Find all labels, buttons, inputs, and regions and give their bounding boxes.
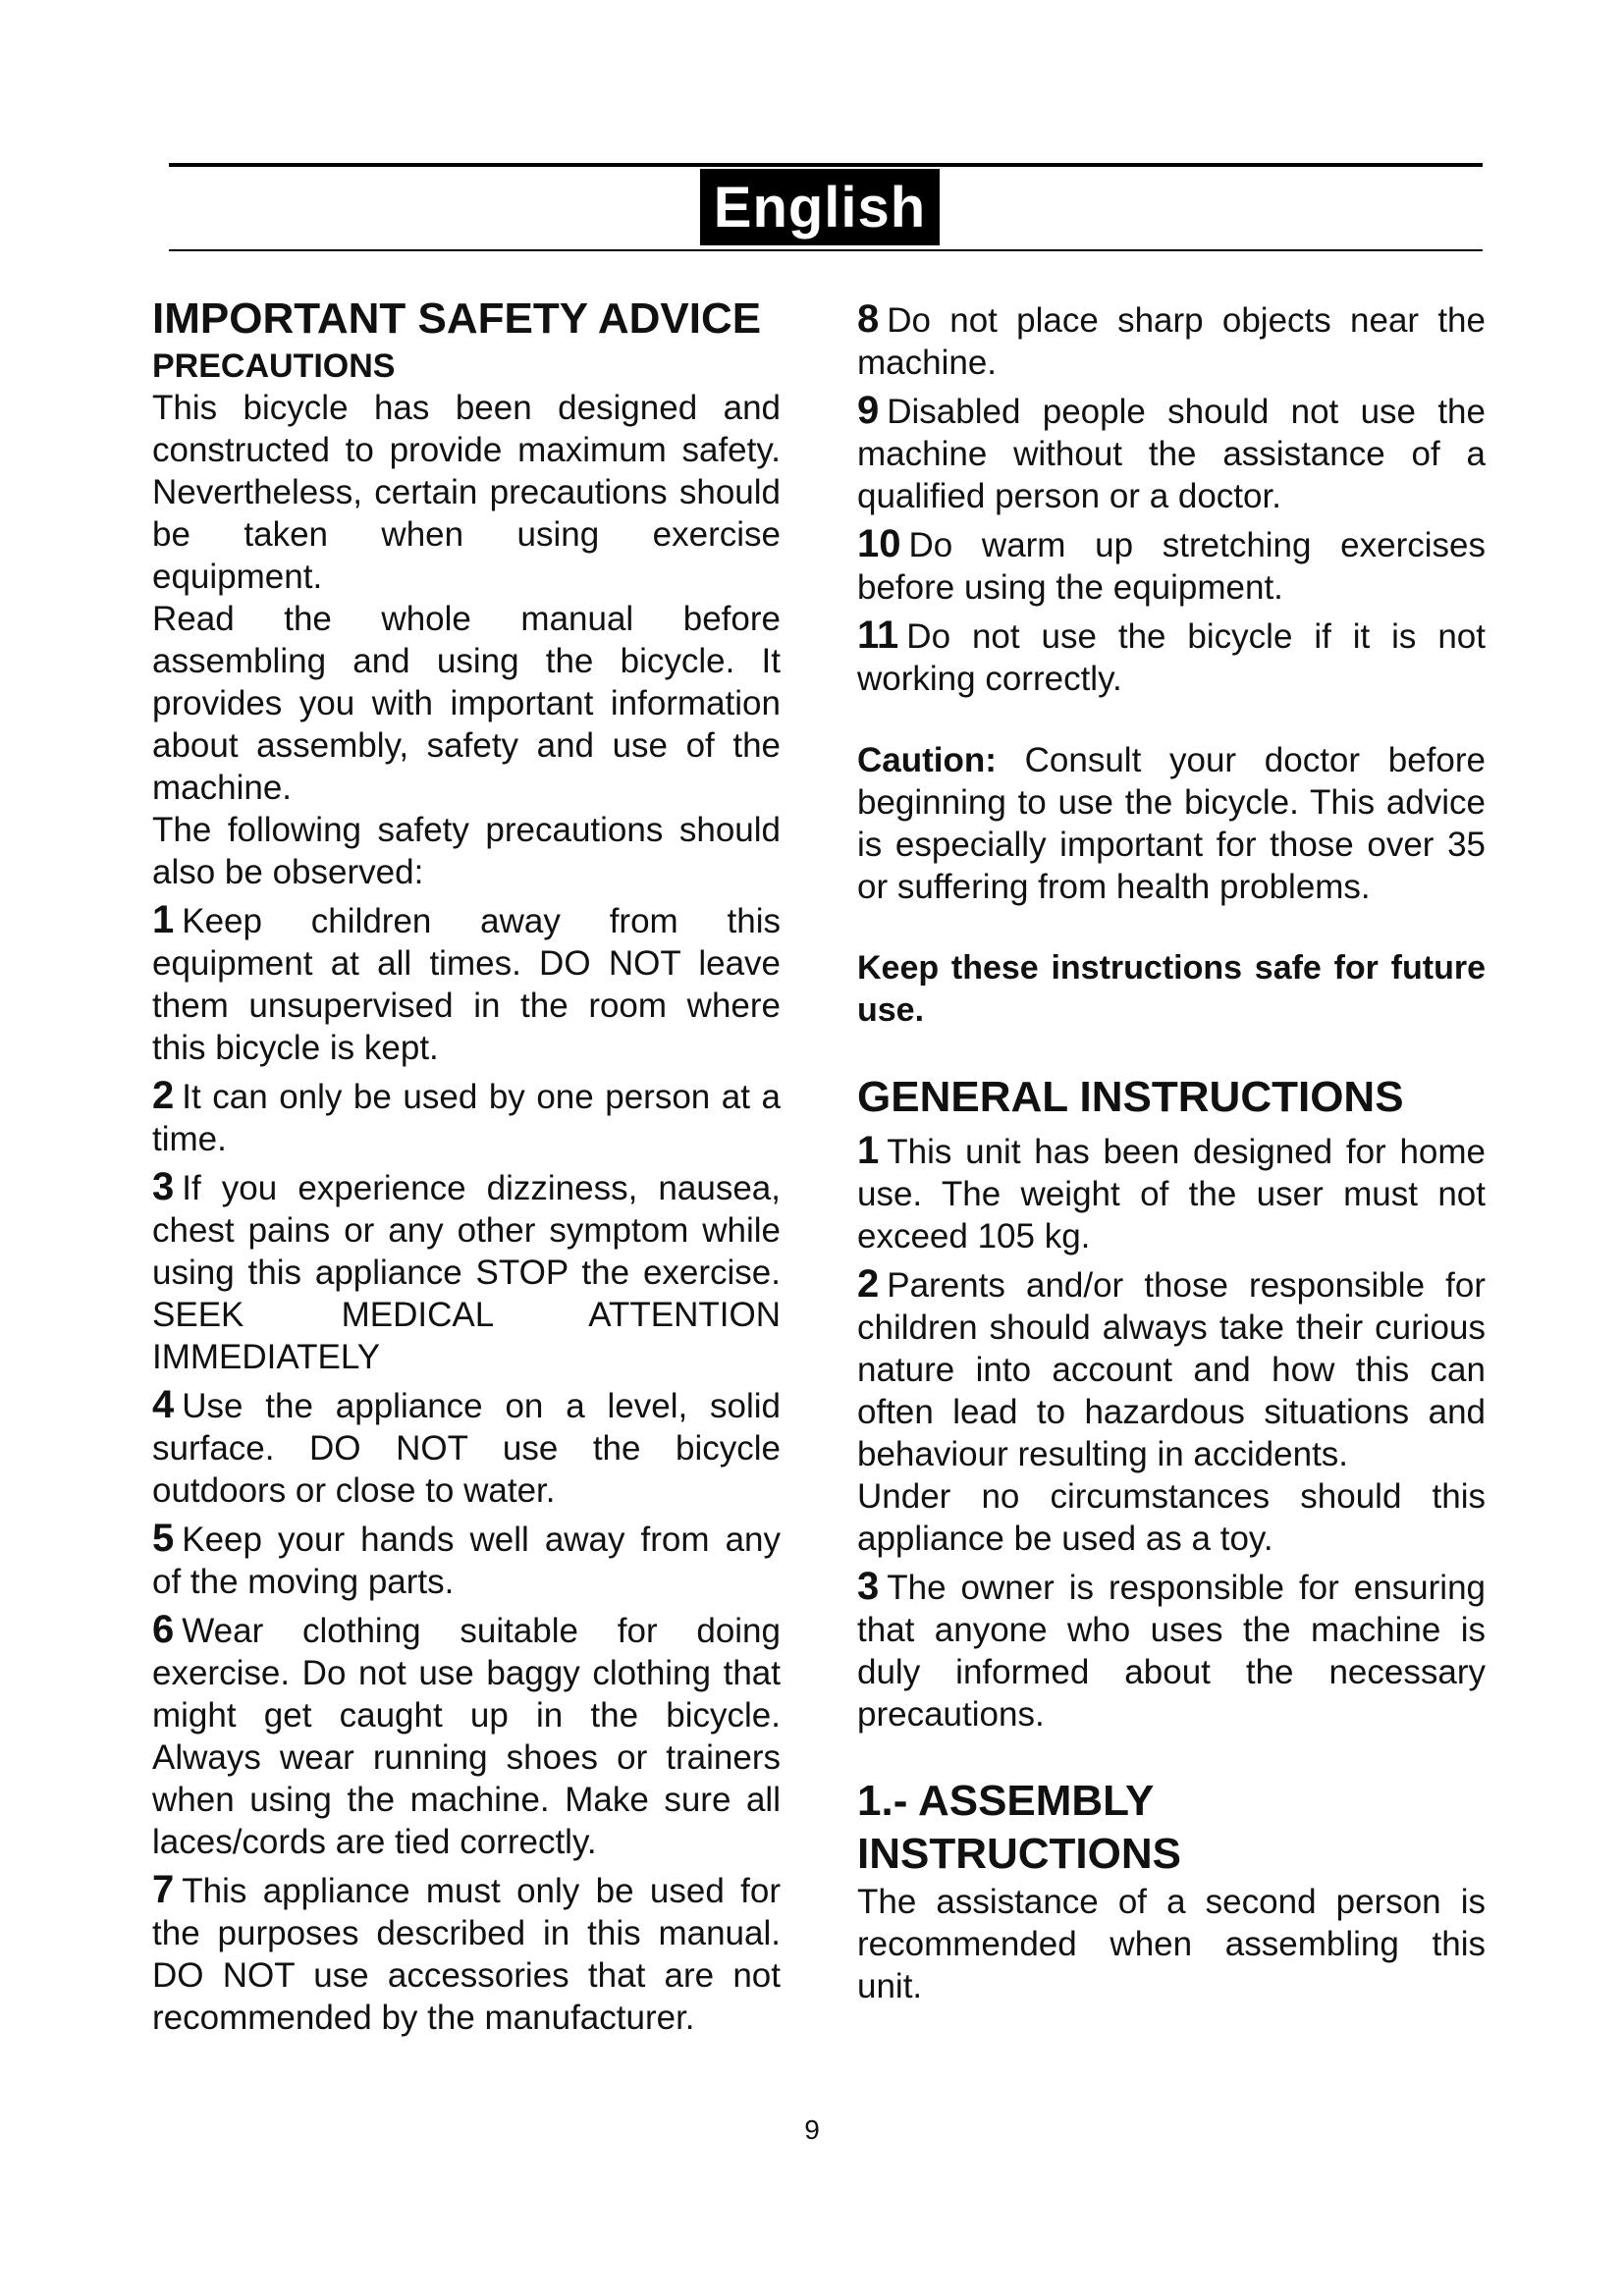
precaution-item (857, 614, 1486, 700)
precaution-item (152, 1384, 781, 1512)
item-text: This unit has been designed for home use. The weight of the user must not exceed 105 kg. (857, 1133, 1486, 1255)
precaution-item (152, 1166, 781, 1378)
item-text: Do not use the bicycle if it is not working correctly. (857, 617, 1486, 698)
left-column (152, 293, 781, 2039)
item-number: 7 (152, 1868, 175, 1911)
intro-paragraph: The following safety precautions should also be observed: (152, 811, 781, 891)
item-text: If you experience dizziness, nausea, chest pains or any other symptom while using this appliance STOP the exercise. SEEK MEDICAL ATTENTION IMMEDIATELY (152, 1169, 781, 1376)
right-column (857, 293, 1486, 2007)
item-number: 1 (857, 1129, 880, 1172)
instruction-item (857, 1130, 1486, 1257)
item-number: 2 (857, 1262, 880, 1306)
item-number: 11 (857, 614, 899, 657)
precaution-item (857, 298, 1486, 384)
language-badge: English (700, 169, 940, 245)
item-text: Do not place sharp objects near the machine. (857, 301, 1486, 382)
item-number: 9 (857, 389, 880, 432)
item-text: Parents and/or those responsible for children should always take their curious nature into account and how this can often lead to hazardous situations and behaviour resulting in accidents. (857, 1266, 1486, 1473)
item-text: Disabled people should not use the machine without the assistance of a qualified person or a doctor. (857, 393, 1486, 515)
item-number: 4 (152, 1383, 175, 1426)
item-number: 5 (152, 1517, 175, 1560)
item-text: Wear clothing suitable for doing exercise. Do not use baggy clothing that might get caught up in the bicycle. Always wear running shoes or trainers when using the machine. Make sure all laces/cords are tied correctly. (152, 1612, 781, 1861)
item-text: The owner is responsible for ensuring that anyone who uses the machine is duly informed about the necessary precautions. (857, 1569, 1486, 1734)
precaution-item (857, 390, 1486, 517)
item-text: This appliance must only be used for the purposes described in this manual. DO NOT use accessories that are not recommended by the manufacturer. (152, 1872, 781, 2037)
caution-paragraph (857, 739, 1486, 908)
header-bottom-rule (169, 249, 1483, 251)
item-text: Use the appliance on a level, solid surface. DO NOT use the bicycle outdoors or close to water. (152, 1387, 781, 1510)
item-number: 6 (152, 1608, 175, 1651)
assembly-instructions-title: 1.- ASSEMBLY INSTRUCTIONS (857, 1777, 1181, 1878)
item-number: 2 (152, 1074, 175, 1117)
item-number: 8 (857, 297, 880, 341)
item-number: 10 (857, 522, 901, 565)
item-number: 3 (857, 1565, 880, 1608)
item-text: It can only be used by one person at a time. (152, 1078, 781, 1158)
keep-instructions-note: Keep these instructions safe for future use. (857, 949, 1486, 1029)
item-text: Keep children away from this equipment at all times. DO NOT leave them unsupervised in the room where this bicycle is kept. (152, 902, 781, 1067)
item-text: Keep your hands well away from any of the moving parts. (152, 1521, 781, 1601)
instruction-item (857, 1263, 1486, 1475)
intro-paragraph: Read the whole manual before assembling and using the bicycle. It provides you with important information about assembly, safety and use of the machine. (152, 600, 781, 807)
page-number: 9 (804, 2114, 820, 2145)
precaution-item (152, 899, 781, 1069)
instruction-item (857, 1566, 1486, 1735)
intro-paragraph: This bicycle has been designed and constructed to provide maximum safety. Nevertheless, certain precautions should be taken when using exercise equipment. (152, 389, 781, 596)
item-number: 1 (152, 898, 175, 941)
precaution-item (152, 1518, 781, 1603)
precaution-item (152, 1609, 781, 1863)
item-number: 3 (152, 1165, 175, 1208)
caution-label: Caution: (857, 741, 997, 779)
safety-advice-title: IMPORTANT SAFETY ADVICE (152, 294, 762, 343)
item-text: Do warm up stretching exercises before using the equipment. (857, 526, 1486, 607)
toy-warning: Under no circumstances should this appliance be used as a toy. (857, 1477, 1486, 1558)
caution-text: Consult your doctor before beginning to use the bicycle. This advice is especially important for those over 35 or suffering from health problems. (857, 741, 1486, 906)
header-top-rule (169, 163, 1483, 167)
precaution-item (857, 523, 1486, 609)
precaution-item (152, 1869, 781, 2039)
precautions-subtitle: PRECAUTIONS (152, 347, 396, 385)
precaution-item (152, 1075, 781, 1160)
general-instructions-title: GENERAL INSTRUCTIONS (857, 1073, 1404, 1121)
assembly-text: The assistance of a second person is recommended when assembling this unit. (857, 1883, 1486, 2005)
